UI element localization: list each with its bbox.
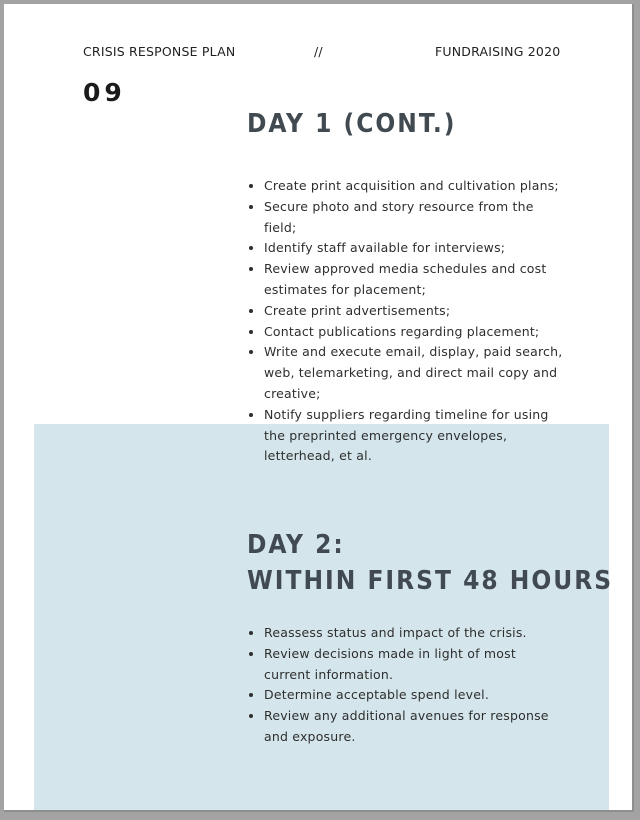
- list-item: • Review any additional avenues for response and exposure.: [264, 706, 564, 748]
- list-item: • Secure photo and story resource from the field;: [264, 197, 564, 239]
- list-item: • Create print advertisements;: [264, 301, 564, 322]
- header-plan-title: CRISIS RESPONSE PLAN: [83, 44, 236, 59]
- page-number: 09: [83, 78, 126, 107]
- day2-task-list: [247, 623, 564, 748]
- document-page: [4, 4, 634, 812]
- highlight-band: [34, 424, 609, 812]
- list-item: • Determine acceptable spend level.: [264, 685, 564, 706]
- list-item: • Review approved media schedules and cost estimates for placement;: [264, 259, 564, 301]
- list-item: • Review decisions made in light of most current information.: [264, 644, 564, 686]
- day1-task-list: [247, 176, 564, 467]
- list-item: • Notify suppliers regarding timeline for using the preprinted emergency envelopes, letterhead, et al.: [264, 405, 564, 467]
- list-item: • Identify staff available for interviews;: [264, 238, 564, 259]
- section-title-day2-line1: DAY 2:: [247, 530, 345, 560]
- section-title-day2-line2: WITHIN FIRST 48 HOURS: [247, 566, 614, 596]
- header-separator: //: [314, 44, 323, 59]
- section-title-day1: DAY 1 (CONT.): [247, 109, 457, 139]
- list-item: • Contact publications regarding placement;: [264, 322, 564, 343]
- header-fundraising-year: FUNDRAISING 2020: [435, 44, 561, 59]
- section-title-day2: [247, 527, 613, 599]
- list-item: • Create print acquisition and cultivation plans;: [264, 176, 564, 197]
- list-item: • Reassess status and impact of the crisis.: [264, 623, 564, 644]
- list-item: • Write and execute email, display, paid search, web, telemarketing, and direct mail copy and creative;: [264, 342, 564, 404]
